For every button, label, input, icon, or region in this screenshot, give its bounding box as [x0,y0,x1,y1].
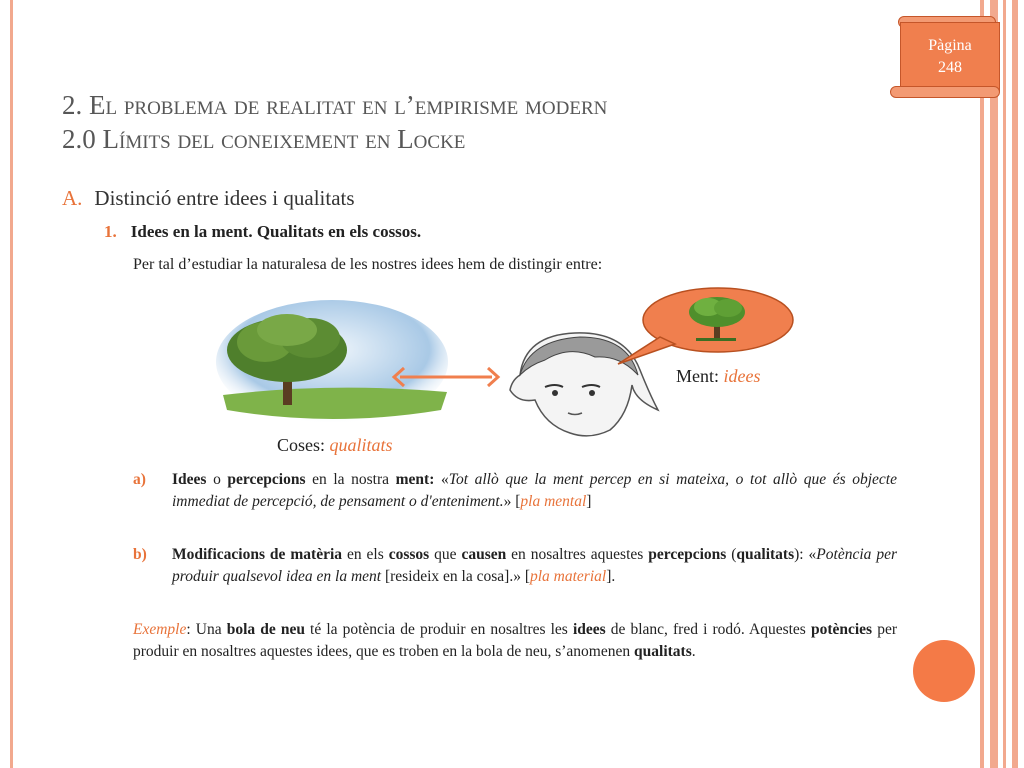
text-run: « [434,471,449,488]
text-run: pla mental [520,493,587,510]
section-marker: A. [62,186,83,210]
text-run: Potència per produir qualsevol idea en la ment [172,546,897,585]
text-run: ): « [794,546,817,563]
text-run: idees [572,621,606,638]
text-run: : Una [186,621,227,638]
page-badge [900,22,1000,92]
list-item-a-marker: a) [133,471,146,488]
text-run: Idees [172,471,207,488]
text-run: Modificacions de matèria [172,546,343,563]
mind-label [676,366,760,387]
text-run: cossos [388,546,430,563]
list-item-b [133,544,897,588]
text-run: ( [726,546,737,563]
speech-bubble-icon [600,282,800,367]
text-run: percepcions [648,546,727,563]
mind-label-term: idees [723,366,761,386]
right-border-line-1 [980,0,984,768]
text-run: de blanc, fred i rodó. Aquestes [605,621,811,638]
mind-label-text: Ment: [676,366,724,386]
page-badge-number: 248 [938,59,962,76]
text-run: bola de neu [226,621,305,638]
text-run: [resideix en la cosa].» [ [381,568,530,585]
intro-text: Per tal d’estudiar la naturalesa de les nostres idees hem de distingir entre: [133,256,603,273]
text-run: potències [810,621,873,638]
decorative-circle [913,640,975,702]
page-title [62,88,862,156]
subsection-text: Idees en la ment. Qualitats en els cossos. [130,222,422,241]
right-border-line-3 [1003,0,1006,768]
text-run: » [ [503,493,521,510]
text-run: per produir en nosaltres aquestes idees, que es troben en la bola de neu, s’anomenen [133,621,897,660]
text-run: o [206,471,228,488]
list-item-b-marker: b) [133,546,147,563]
list-item-a-text [172,469,897,513]
page-badge-label: Pàgina [928,37,972,54]
things-label [277,435,393,456]
badge-scroll-bottom [890,86,1000,98]
text-run: en la nostra [305,471,396,488]
section-text: Distinció entre idees i qualitats [94,186,355,210]
text-run: . [691,643,696,660]
list-item-a [133,469,897,513]
example-paragraph [133,619,897,663]
text-run: té la potència de produir en nosaltres les [304,621,573,638]
text-run: ment: [395,471,435,488]
text-run: ] [586,493,592,510]
text-run: Tot allò que la ment percep en si mateixa, o tot allò que és objecte immediat de percepció, de pensament o d'enteniment. [172,471,897,510]
example-label: Exemple [133,621,187,638]
text-run: en els [342,546,389,563]
right-border-line-4 [1012,0,1018,768]
title-line-1: 2. El problema de realitat en l’empirisme modern [62,90,608,120]
things-label-term: qualitats [329,435,393,455]
subsection-heading [104,222,421,242]
text-run: ]. [606,568,616,585]
text-run: pla material [530,568,607,585]
text-run: causen [461,546,507,563]
subsection-marker: 1. [104,222,117,241]
left-border-line [10,0,13,768]
list-item-b-text [172,544,897,588]
text-run: qualitats [736,546,795,563]
double-arrow-icon [390,364,502,390]
text-run: percepcions [227,471,306,488]
things-label-text: Coses: [277,435,330,455]
right-border-line-2 [990,0,998,768]
text-run: en nosaltres aquestes [506,546,649,563]
section-heading [62,186,355,211]
text-run: qualitats [634,643,692,660]
title-line-2: 2.0 Límits del coneixement en Locke [62,124,466,154]
text-run: que [429,546,462,563]
